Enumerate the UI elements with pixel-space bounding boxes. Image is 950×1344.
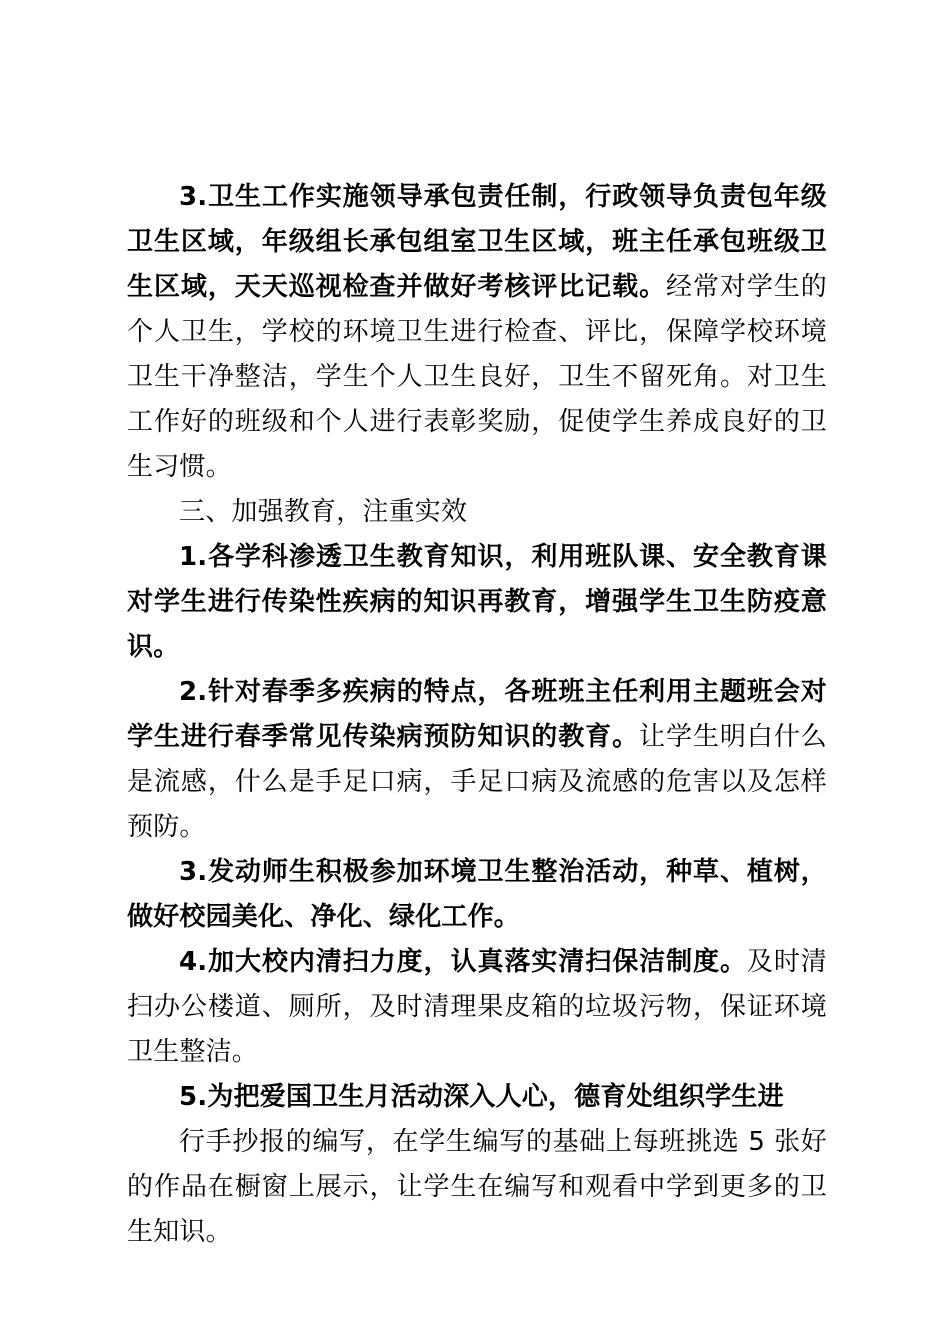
- document-body: [127, 175, 827, 1255]
- section-heading-education: [127, 490, 827, 535]
- paragraph-item-1: [127, 535, 827, 670]
- paragraph-item-5-continued: [127, 1120, 827, 1255]
- paragraph-item-4: [127, 940, 827, 1075]
- paragraph-item-3: [127, 850, 827, 940]
- paragraph-item-5: [127, 1075, 827, 1120]
- bold-text: 1.各学科渗透卫生教育知识，利用班队课、安全教育课对学生进行传染性疾病的知识再教育，增强学生卫生防疫意识。: [127, 542, 827, 662]
- paragraph-item-2: [127, 670, 827, 850]
- bold-text: 2.针对春季多疾病的特点，各班班主任利用主题班会对学生进行春季常见传染病预防知识的教育。: [127, 677, 827, 752]
- paragraph-hygiene-responsibility: [127, 175, 827, 490]
- bold-text: 3.卫生工作实施领导承包责任制，行政领导负责包年级卫生区域，年级组长承包组室卫生区域，班主任承包班级卫生区域，天天巡视检查并做好考核评比记载。: [127, 182, 827, 302]
- bold-text: 5.为把爱国卫生月活动深入人心，德育处组织学生进: [179, 1082, 784, 1112]
- normal-text: 行手抄报的编写，在学生编写的基础上每班挑选 5 张好的作品在橱窗上展示，让学生在编写和观看中学到更多的卫生知识。: [127, 1127, 827, 1247]
- bold-text: 3.发动师生积极参加环境卫生整治活动，种草、植树，做好校园美化、净化、绿化工作。: [127, 857, 827, 932]
- normal-text: 及时清扫办公楼道、厕所，及时清理果皮箱的垃圾污物，保证环境卫生整洁。: [127, 947, 827, 1067]
- normal-text: 让学生明白什么是流感，什么是手足口病，手足口病及流感的危害以及怎样预防。: [127, 722, 827, 842]
- normal-text: 经常对学生的个人卫生，学校的环境卫生进行检查、评比，保障学校环境卫生干净整洁，学生个人卫生良好，卫生不留死角。对卫生工作好的班级和个人进行表彰奖励，促使学生养成良好的卫生习惯。: [127, 272, 827, 482]
- normal-text: 三、加强教育，注重实效: [179, 497, 468, 527]
- bold-text: 4.加大校内清扫力度，认真落实清扫保洁制度。: [179, 947, 747, 977]
